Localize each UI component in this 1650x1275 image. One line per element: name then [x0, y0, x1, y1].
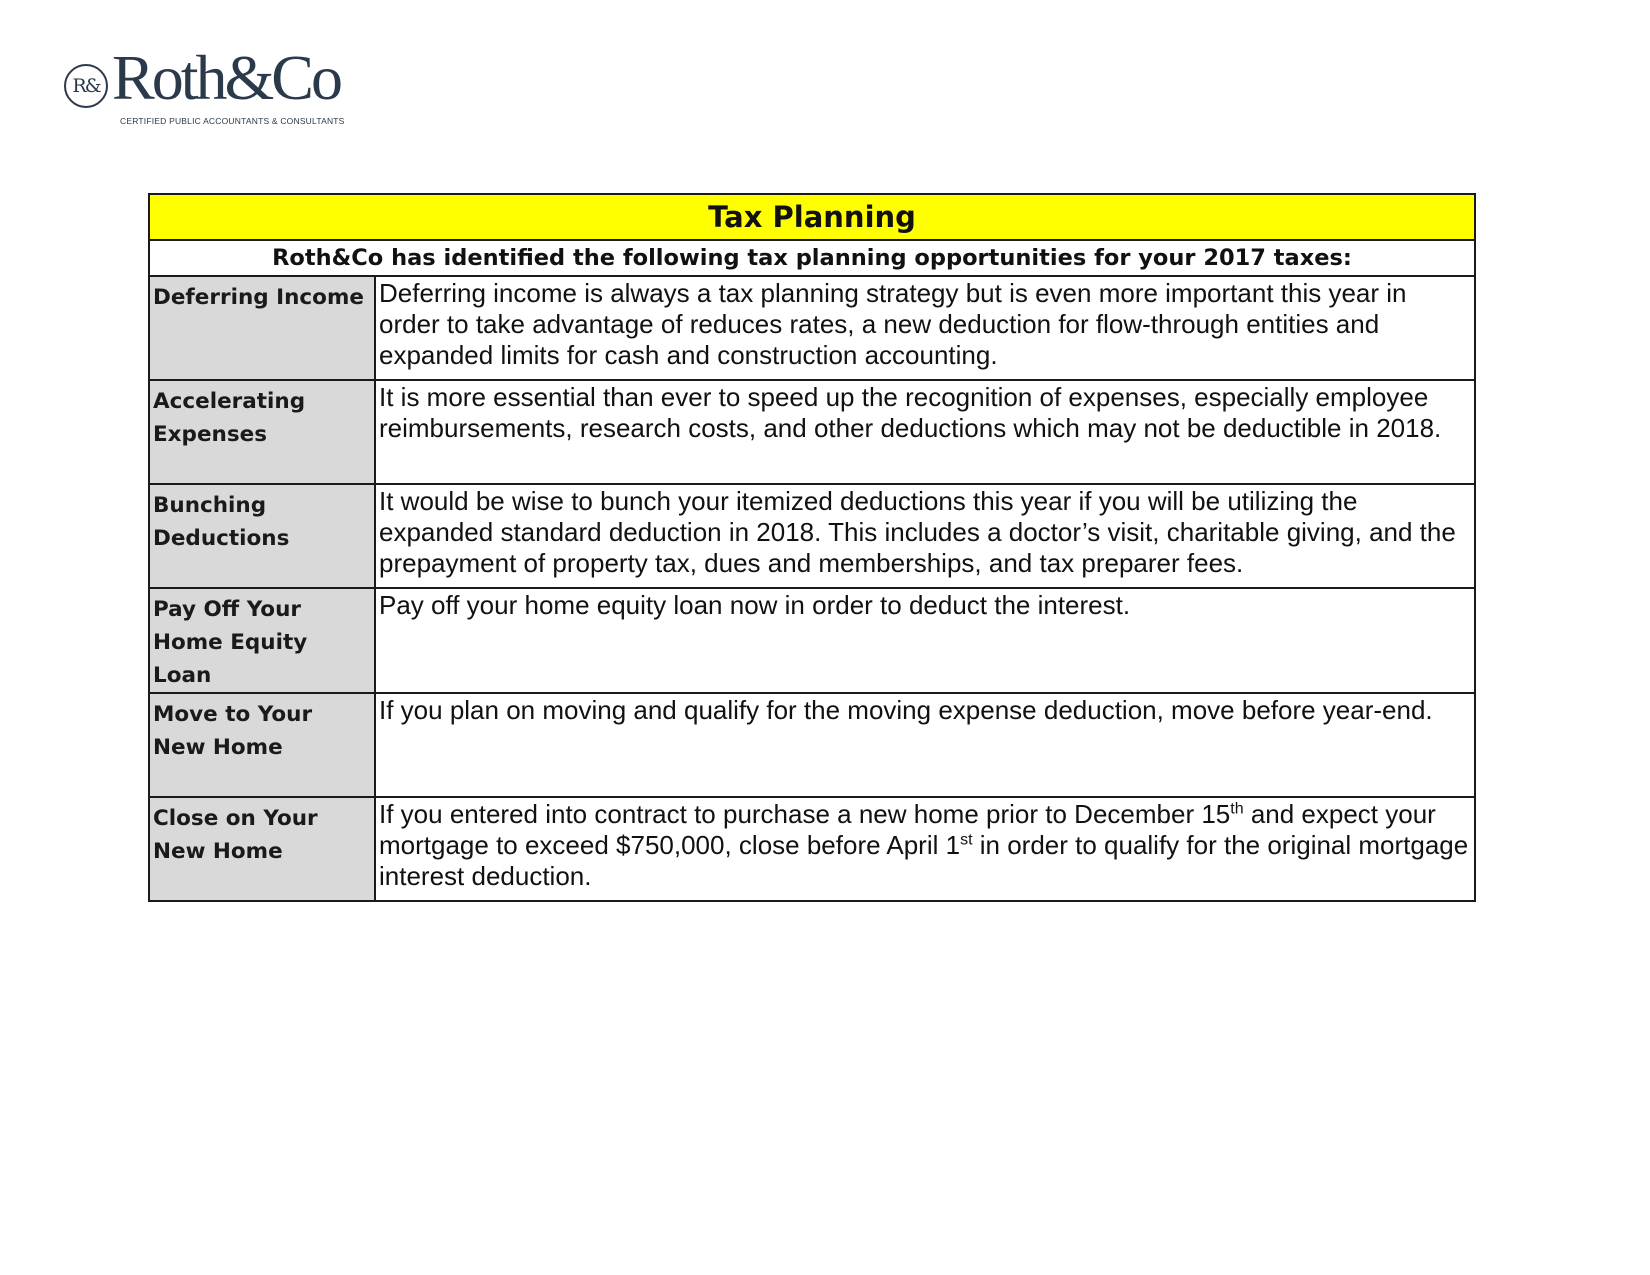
table-row: [149, 797, 1475, 901]
row-label-accelerating-expenses: Accelerating Expenses: [149, 380, 375, 484]
row-text-accelerating-expenses: It is more essential than ever to speed up the recognition of expenses, especially employee reimbursements, research costs, and other deductions which may not be deductible in 2018.: [375, 380, 1475, 484]
table-row: [149, 693, 1475, 797]
table-title-row: [149, 194, 1475, 240]
table-row: [149, 588, 1475, 693]
row-text-close-new-home: [375, 797, 1475, 901]
row-text-home-equity-loan: Pay off your home equity loan now in order to deduct the interest.: [375, 588, 1475, 693]
table-title: Tax Planning: [149, 194, 1475, 240]
row-text-deferring-income: Deferring income is always a tax planning strategy but is even more important this year in order to take advantage of reduces rates, a new deduction for flow-through entities and expanded limits for cash and construction accounting.: [375, 276, 1475, 380]
row-label-close-new-home: Close on Your New Home: [149, 797, 375, 901]
text-part: in order to qualify for the original mortgage interest deduction.: [379, 830, 1469, 891]
tax-planning-table: [148, 193, 1476, 902]
ordinal-suffix: st: [960, 831, 973, 849]
table-intro-row: [149, 240, 1475, 276]
row-text-move-new-home: If you plan on moving and qualify for the moving expense deduction, move before year-end.: [375, 693, 1475, 797]
table-row: [149, 484, 1475, 588]
logo-monogram: R&: [64, 64, 108, 108]
table-row: [149, 380, 1475, 484]
row-label-home-equity-loan: Pay Off Your Home Equity Loan: [149, 588, 375, 693]
row-label-move-new-home: Move to Your New Home: [149, 693, 375, 797]
table-row: [149, 276, 1475, 380]
logo-name: Roth&Co: [112, 42, 340, 113]
table-intro: Roth&Co has identified the following tax planning opportunities for your 2017 taxes:: [149, 240, 1475, 276]
row-label-bunching-deductions: Bunching Deductions: [149, 484, 375, 588]
company-logo: [64, 42, 384, 126]
row-text-bunching-deductions: It would be wise to bunch your itemized deductions this year if you will be utilizing the expanded standard deduction in 2018. This includes a doctor’s visit, charitable giving, and the prepayment of property tax, dues and memberships, and tax preparer fees.: [375, 484, 1475, 588]
text-part: If you entered into contract to purchase a new home prior to December 15: [379, 799, 1231, 829]
row-label-deferring-income: Deferring Income: [149, 276, 375, 380]
ordinal-suffix: th: [1230, 800, 1244, 818]
logo-tagline: CERTIFIED PUBLIC ACCOUNTANTS & CONSULTANTS: [120, 116, 345, 126]
text-part: and expect your mortgage to exceed $750,000, close before April 1: [379, 799, 1436, 860]
